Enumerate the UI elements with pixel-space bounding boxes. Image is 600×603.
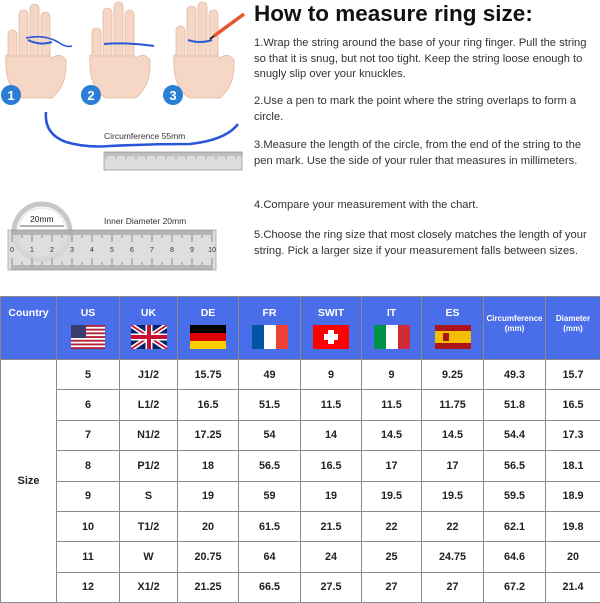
ruler-large <box>8 230 216 270</box>
hand-3-icon <box>174 2 234 98</box>
size-chart <box>0 296 600 600</box>
table-row <box>1 542 600 572</box>
hand-2-icon <box>90 2 150 98</box>
table-row <box>1 511 600 541</box>
cell-us: 5 <box>57 360 120 390</box>
cell-es: 19.5 <box>422 481 484 511</box>
cell-circumference: 67.2 <box>484 572 546 602</box>
cell-it: 25 <box>362 542 422 572</box>
col-us: US <box>57 297 120 360</box>
svg-text:2: 2 <box>87 88 94 103</box>
cell-swit: 21.5 <box>301 511 362 541</box>
cell-us: 12 <box>57 572 120 602</box>
ruler-number: 3 <box>70 247 74 254</box>
cell-diameter: 20 <box>546 542 600 572</box>
hand-1-icon <box>6 4 66 98</box>
step-1-text: 1.Wrap the string around the base of your ring finger. Pull the string so that it is snug, but not too tight. Keep the string loose enough to snugly slip over your knuckles. <box>254 36 594 83</box>
cell-de: 20 <box>178 511 239 541</box>
cell-uk: S <box>120 481 178 511</box>
svg-text:1: 1 <box>7 88 14 103</box>
measured-string <box>46 112 238 147</box>
cell-swit: 24 <box>301 542 362 572</box>
col-it: IT <box>362 297 422 360</box>
cell-diameter: 16.5 <box>546 390 600 420</box>
step-badge-3 <box>163 85 183 105</box>
cell-circumference: 54.4 <box>484 420 546 450</box>
svg-text:3: 3 <box>169 88 176 103</box>
step-5-text: 5.Choose the ring size that most closely matches the length of your string. Pick a larger size if your measurement falls between sizes. <box>254 228 594 259</box>
es-flag-icon <box>435 325 471 349</box>
table-row <box>1 481 600 511</box>
cell-de: 18 <box>178 451 239 481</box>
cell-es: 14.5 <box>422 420 484 450</box>
cell-uk: P1/2 <box>120 451 178 481</box>
cell-circumference: 49.3 <box>484 360 546 390</box>
ring-label: 20mm <box>30 214 54 224</box>
cell-diameter: 17.3 <box>546 420 600 450</box>
col-diameter: Diameter (mm) <box>546 297 600 360</box>
fr-flag-icon <box>252 325 288 349</box>
cell-it: 27 <box>362 572 422 602</box>
table-row <box>1 390 600 420</box>
ruler-number: 1 <box>30 247 34 254</box>
guide-section <box>0 0 600 296</box>
cell-diameter: 18.9 <box>546 481 600 511</box>
cell-fr: 66.5 <box>239 572 301 602</box>
table-header-row <box>1 297 600 360</box>
cell-es: 27 <box>422 572 484 602</box>
cell-diameter: 18.1 <box>546 451 600 481</box>
uk-flag-icon <box>131 325 167 349</box>
cell-fr: 61.5 <box>239 511 301 541</box>
col-de: DE <box>178 297 239 360</box>
cell-uk: W <box>120 542 178 572</box>
step-4-text: 4.Compare your measurement with the chart. <box>254 198 594 214</box>
cell-us: 10 <box>57 511 120 541</box>
ch-flag-icon <box>313 325 349 349</box>
cell-swit: 19 <box>301 481 362 511</box>
cell-circumference: 64.6 <box>484 542 546 572</box>
cell-uk: L1/2 <box>120 390 178 420</box>
cell-fr: 64 <box>239 542 301 572</box>
cell-fr: 59 <box>239 481 301 511</box>
ruler-number: 2 <box>50 247 54 254</box>
cell-us: 8 <box>57 451 120 481</box>
cell-us: 6 <box>57 390 120 420</box>
ruler-number: 7 <box>150 247 154 254</box>
table-row <box>1 572 600 602</box>
cell-swit: 16.5 <box>301 451 362 481</box>
table-row <box>1 420 600 450</box>
cell-es: 22 <box>422 511 484 541</box>
cell-es: 17 <box>422 451 484 481</box>
cell-fr: 51.5 <box>239 390 301 420</box>
cell-uk: N1/2 <box>120 420 178 450</box>
cell-uk: T1/2 <box>120 511 178 541</box>
cell-uk: J1/2 <box>120 360 178 390</box>
cell-es: 9.25 <box>422 360 484 390</box>
cell-us: 11 <box>57 542 120 572</box>
circumference-label: Circumference 55mm <box>104 131 185 141</box>
ruler-number: 4 <box>90 247 94 254</box>
inner-diameter-label: Inner Diameter 20mm <box>104 216 186 226</box>
table-row <box>1 360 600 390</box>
cell-es: 24.75 <box>422 542 484 572</box>
cell-es: 11.75 <box>422 390 484 420</box>
cell-fr: 49 <box>239 360 301 390</box>
cell-de: 20.75 <box>178 542 239 572</box>
ruler-small <box>104 152 242 170</box>
table-row <box>1 451 600 481</box>
cell-circumference: 59.5 <box>484 481 546 511</box>
it-flag-icon <box>374 325 410 349</box>
cell-diameter: 15.7 <box>546 360 600 390</box>
step-badge-2 <box>81 85 101 105</box>
us-flag-icon <box>71 325 105 349</box>
cell-us: 7 <box>57 420 120 450</box>
col-es: ES <box>422 297 484 360</box>
cell-swit: 11.5 <box>301 390 362 420</box>
size-row-label: Size <box>1 360 57 603</box>
cell-uk: X1/2 <box>120 572 178 602</box>
ruler-number: 5 <box>110 247 114 254</box>
step-2-text: 2.Use a pen to mark the point where the string overlaps to form a circle. <box>254 94 594 125</box>
cell-us: 9 <box>57 481 120 511</box>
step-3-text: 3.Measure the length of the circle, from the end of the string to the pen mark. Use the side of your ruler that measures in millimeters. <box>254 138 594 169</box>
de-flag-icon <box>190 325 226 349</box>
cell-circumference: 62.1 <box>484 511 546 541</box>
hands-illustration <box>0 0 252 296</box>
cell-swit: 9 <box>301 360 362 390</box>
col-swit: SWIT <box>301 297 362 360</box>
cell-it: 22 <box>362 511 422 541</box>
cell-fr: 54 <box>239 420 301 450</box>
cell-it: 17 <box>362 451 422 481</box>
col-fr: FR <box>239 297 301 360</box>
measuring-illustration <box>0 0 252 296</box>
ruler-number: 0 <box>10 247 14 254</box>
cell-swit: 14 <box>301 420 362 450</box>
cell-it: 11.5 <box>362 390 422 420</box>
ruler-number: 9 <box>190 247 194 254</box>
cell-diameter: 21.4 <box>546 572 600 602</box>
cell-de: 19 <box>178 481 239 511</box>
cell-de: 16.5 <box>178 390 239 420</box>
step-badge-1 <box>1 85 21 105</box>
cell-de: 21.25 <box>178 572 239 602</box>
ruler-number: 10 <box>208 247 216 254</box>
size-table <box>0 296 600 603</box>
cell-it: 14.5 <box>362 420 422 450</box>
cell-it: 19.5 <box>362 481 422 511</box>
cell-circumference: 51.8 <box>484 390 546 420</box>
col-uk: UK <box>120 297 178 360</box>
page-title: How to measure ring size: <box>254 0 533 28</box>
cell-circumference: 56.5 <box>484 451 546 481</box>
ruler-number: 6 <box>130 247 134 254</box>
cell-de: 15.75 <box>178 360 239 390</box>
cell-fr: 56.5 <box>239 451 301 481</box>
cell-de: 17.25 <box>178 420 239 450</box>
col-circumference: Circumference (mm) <box>484 297 546 360</box>
cell-swit: 27.5 <box>301 572 362 602</box>
cell-diameter: 19.8 <box>546 511 600 541</box>
cell-it: 9 <box>362 360 422 390</box>
col-country: Country <box>1 297 57 360</box>
ruler-number: 8 <box>170 247 174 254</box>
